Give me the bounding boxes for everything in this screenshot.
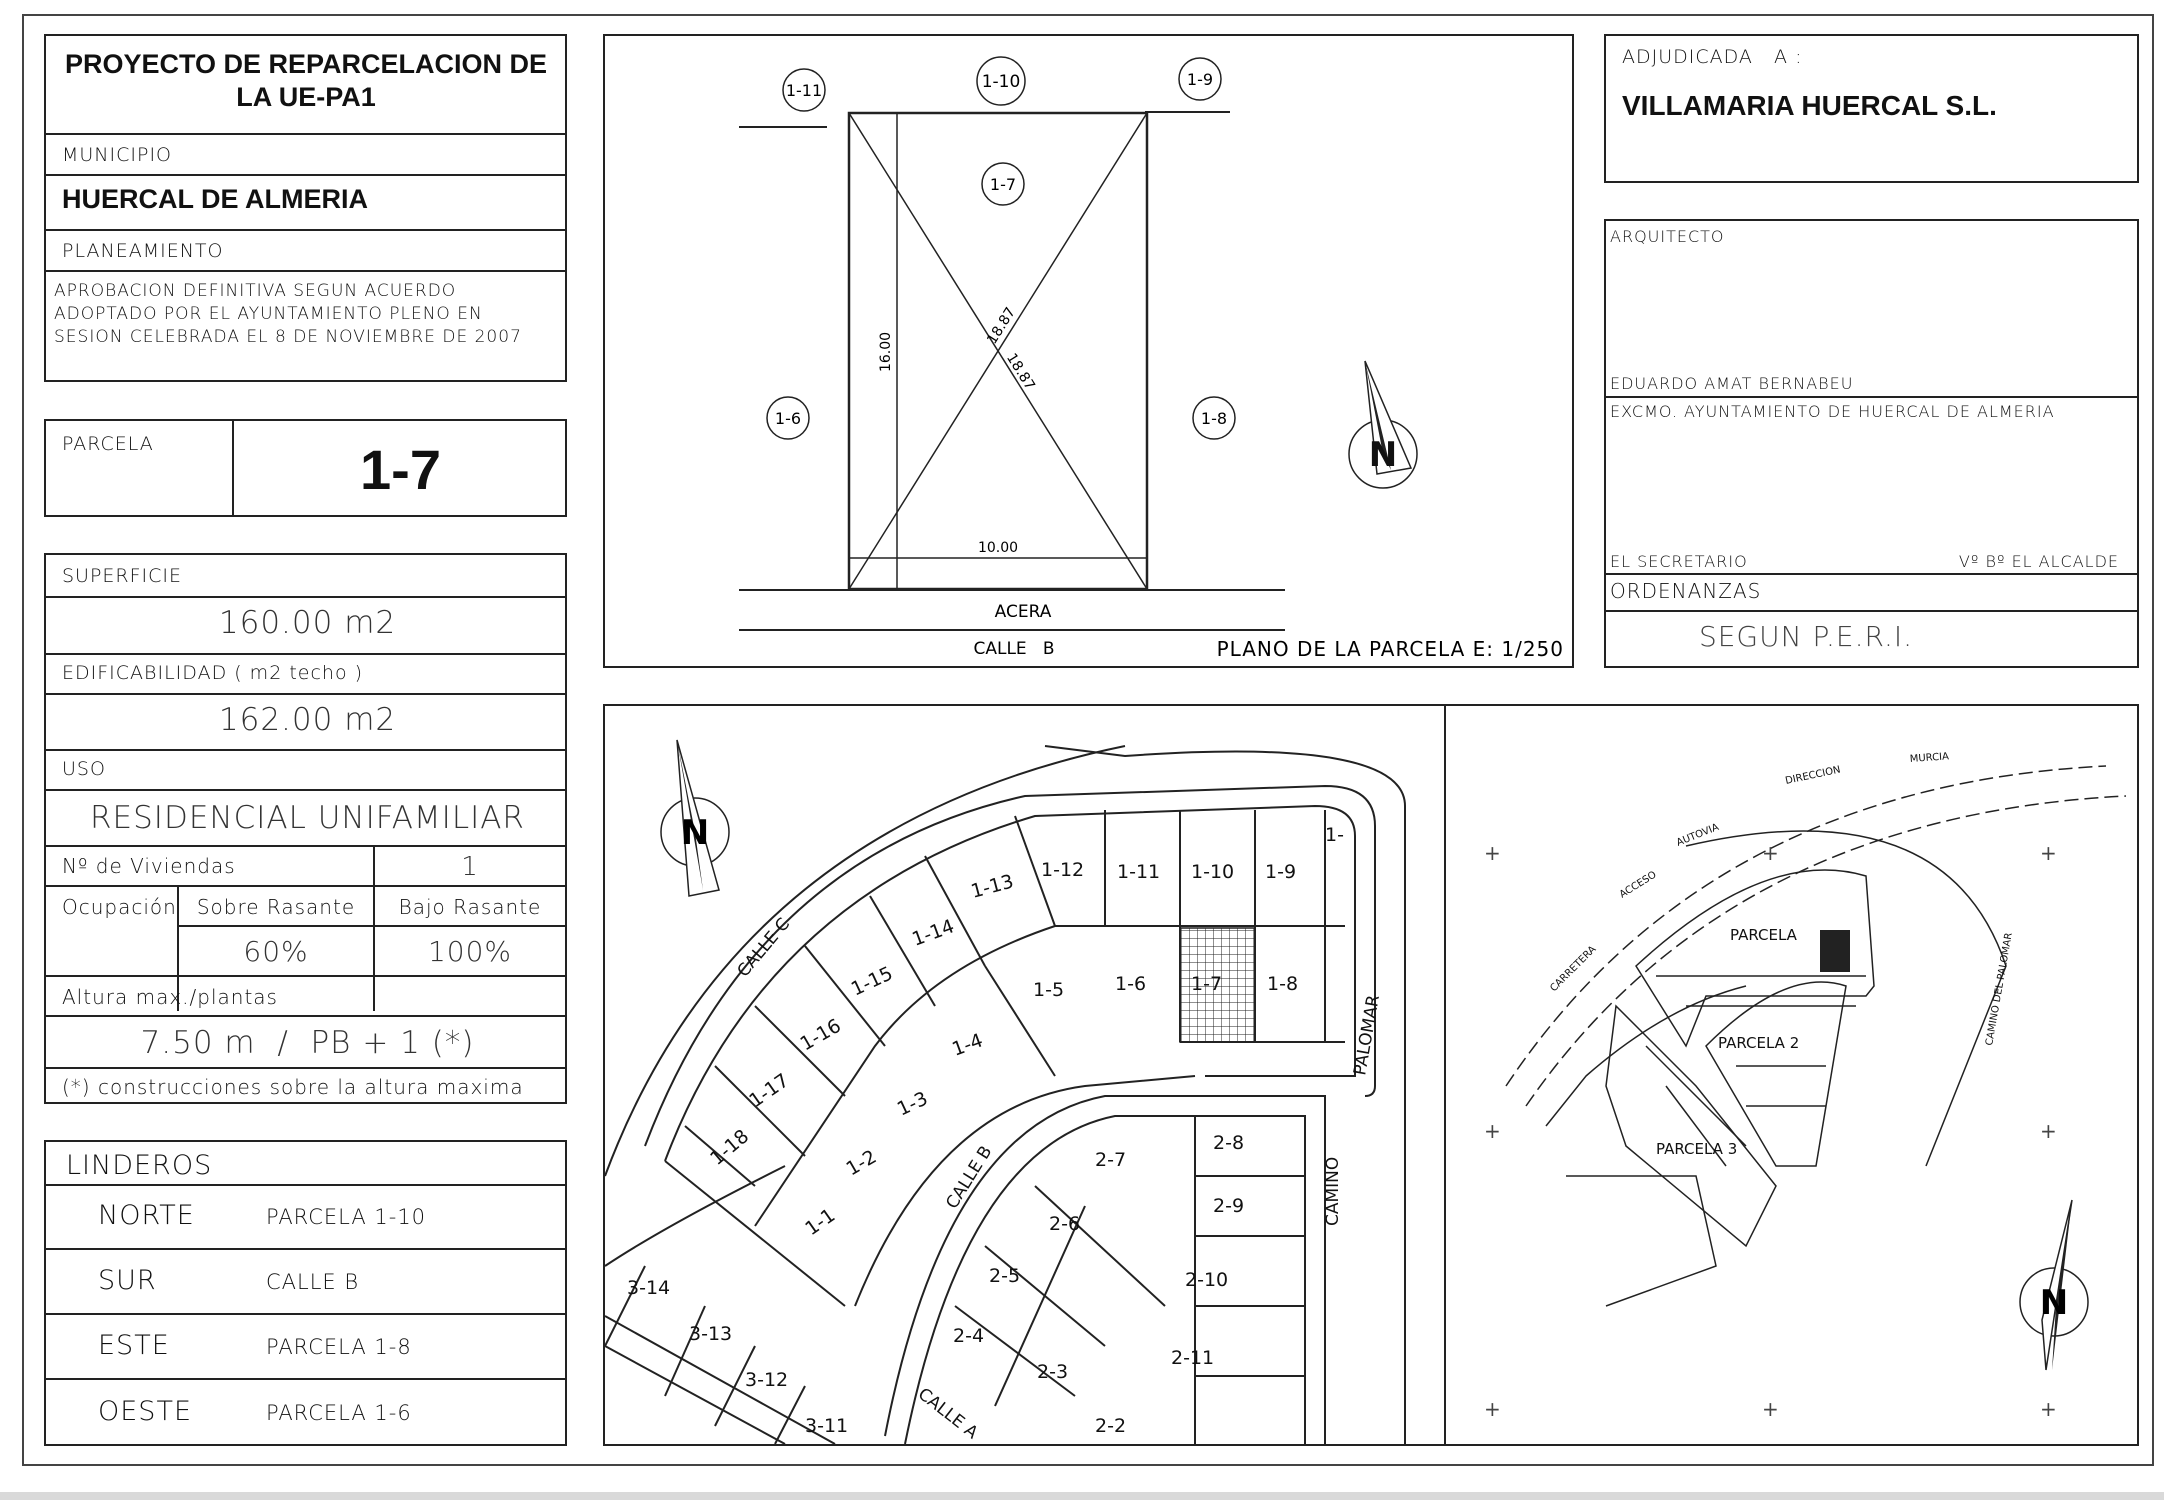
lot-label: 1-15 bbox=[847, 962, 897, 1001]
alcalde-label: Vº Bº EL ALCALDE bbox=[1958, 552, 2119, 571]
datos-block bbox=[44, 553, 567, 1104]
lot-label: 1-17 bbox=[745, 1069, 794, 1113]
bottom-strip bbox=[0, 1492, 2164, 1500]
lot-label: 1-10 bbox=[1191, 861, 1235, 883]
overview-map-drawing bbox=[1446, 706, 2137, 1444]
lot-label: 2-4 bbox=[953, 1325, 985, 1347]
dim-diagonal-2: 18.87 bbox=[1002, 350, 1038, 394]
lot-label: 1-1 bbox=[801, 1204, 840, 1241]
lot-label: 2-8 bbox=[1213, 1132, 1245, 1154]
lot-label: 1-4 bbox=[949, 1029, 986, 1061]
adjudicada-label: ADJUDICADA A : bbox=[1622, 46, 1803, 68]
lot-label: 2-11 bbox=[1171, 1347, 1215, 1369]
lot-label: 1-9 bbox=[1265, 861, 1297, 883]
lot-label: 3-14 bbox=[627, 1277, 671, 1299]
overview-label: MURCIA bbox=[1909, 751, 1950, 765]
lot-label: 2-3 bbox=[1037, 1361, 1069, 1383]
lindero-oeste-value: PARCELA 1-6 bbox=[266, 1401, 412, 1425]
lot-label: 1-16 bbox=[796, 1014, 845, 1056]
overview-label: DIRECCION bbox=[1784, 764, 1842, 787]
north-letter: N bbox=[1368, 435, 1398, 475]
north-arrow-icon bbox=[661, 740, 729, 896]
lot-label: 2-7 bbox=[1095, 1149, 1127, 1171]
overview-label: CARRETERA bbox=[1548, 944, 1599, 995]
parcela-label: PARCELA bbox=[62, 433, 154, 455]
parcela-block bbox=[44, 419, 567, 517]
street-label: CALLE C bbox=[733, 914, 795, 982]
overview-label: PARCELA 3 bbox=[1656, 1140, 1738, 1158]
municipio-label: MUNICIPIO bbox=[62, 144, 173, 166]
lot-label: 2-2 bbox=[1095, 1415, 1127, 1437]
ocupacion-label: Ocupación bbox=[62, 895, 177, 919]
lot-label: 1-12 bbox=[1041, 859, 1085, 881]
north-arrow-icon bbox=[1349, 361, 1417, 488]
lot-label: 1-18 bbox=[706, 1125, 754, 1170]
survey-mark-icon: + bbox=[1762, 841, 1779, 865]
linderos-title: LINDEROS bbox=[66, 1150, 213, 1181]
edificabilidad-label: EDIFICABILIDAD ( m2 techo ) bbox=[62, 662, 364, 684]
neighbor-ne: 1-9 bbox=[1186, 70, 1214, 89]
linderos-block bbox=[44, 1140, 567, 1446]
survey-mark-icon: + bbox=[1484, 1119, 1501, 1143]
highlighted-lot bbox=[1820, 930, 1850, 972]
parcel-plan-drawing bbox=[605, 36, 1572, 666]
plan-caption: PLANO DE LA PARCELA E: 1/250 bbox=[1216, 637, 1564, 661]
signatures-block bbox=[1604, 219, 2139, 668]
arquitecto-label: ARQUITECTO bbox=[1610, 227, 1725, 246]
overview-label: CAMINO DEL PALOMAR bbox=[1984, 931, 2015, 1047]
sobre-rasante-value: 60% bbox=[243, 935, 309, 968]
uso-label: USO bbox=[62, 758, 106, 780]
lindero-norte-dir: NORTE bbox=[98, 1200, 195, 1231]
neighbor-w: 1-6 bbox=[774, 409, 802, 428]
lot-label: 1-13 bbox=[968, 870, 1016, 903]
street-label: CAMINO bbox=[1323, 1156, 1343, 1226]
adjudicada-value: VILLAMARIA HUERCAL S.L. bbox=[1622, 90, 1997, 121]
detail-map-drawing bbox=[605, 706, 1444, 1444]
overview-label: PARCELA bbox=[1730, 926, 1797, 944]
viviendas-value: 1 bbox=[461, 852, 479, 882]
lindero-sur-value: CALLE B bbox=[266, 1270, 360, 1294]
lot-label: 1-14 bbox=[909, 915, 958, 951]
survey-mark-icon: + bbox=[2040, 1119, 2057, 1143]
bajo-rasante-value: 100% bbox=[427, 935, 513, 968]
lot-label: 3-13 bbox=[689, 1323, 733, 1345]
altura-value: 7.50 m / PB + 1 (*) bbox=[140, 1025, 475, 1061]
lot-label: 1-7 bbox=[1191, 973, 1223, 995]
survey-mark-icon: + bbox=[1762, 1397, 1779, 1421]
lot-label: 1-5 bbox=[1033, 979, 1065, 1001]
lot-label: 2-6 bbox=[1049, 1213, 1081, 1235]
parcel-center-label: 1-7 bbox=[989, 175, 1017, 194]
neighbor-nw: 1-11 bbox=[785, 81, 823, 100]
neighbor-e: 1-8 bbox=[1200, 409, 1228, 428]
bajo-rasante-label: Bajo Rasante bbox=[398, 895, 542, 919]
adjudicada-block bbox=[1604, 34, 2139, 183]
calle-b-label: CALLE B bbox=[973, 639, 1055, 659]
secretario-label: EL SECRETARIO bbox=[1610, 552, 1748, 571]
survey-mark-icon: + bbox=[2040, 841, 2057, 865]
viviendas-label: Nº de Viviendas bbox=[62, 854, 236, 878]
street-label: CALLE B bbox=[942, 1142, 997, 1213]
survey-mark-icon: + bbox=[2040, 1397, 2057, 1421]
ordenanzas-label: ORDENANZAS bbox=[1610, 579, 1762, 603]
ayuntamiento-label: EXCMO. AYUNTAMIENTO DE HUERCAL DE ALMERIA bbox=[1610, 402, 2055, 421]
superficie-label: SUPERFICIE bbox=[62, 565, 183, 587]
overview-label: PARCELA 2 bbox=[1718, 1034, 1800, 1052]
lot-label: 1-3 bbox=[893, 1087, 932, 1121]
parcela-value: 1-7 bbox=[360, 438, 441, 501]
detail-map-panel bbox=[603, 704, 1446, 1446]
survey-mark-icon: + bbox=[1484, 841, 1501, 865]
dim-width: 10.00 bbox=[977, 540, 1019, 556]
north-letter: N bbox=[2039, 1283, 2069, 1323]
parcel-plan-panel bbox=[603, 34, 1574, 668]
lindero-sur-dir: SUR bbox=[98, 1265, 157, 1296]
lot-label: 1- bbox=[1325, 824, 1344, 846]
altura-note: (*) construcciones sobre la altura maxima bbox=[62, 1075, 524, 1099]
planeamiento-text: APROBACION DEFINITIVA SEGUN ACUERDO ADOPTADO POR EL AYUNTAMIENTO PLENO EN SESION CELEBRADA EL 8 DE NOVIEMBRE DE 2007 bbox=[54, 281, 522, 347]
dim-height: 16.00 bbox=[878, 331, 894, 373]
lot-label: 2-9 bbox=[1213, 1195, 1245, 1217]
title-block bbox=[44, 34, 567, 382]
lot-label: 1-11 bbox=[1117, 861, 1161, 883]
lot-label: 2-10 bbox=[1185, 1269, 1229, 1291]
lindero-este-dir: ESTE bbox=[98, 1330, 170, 1361]
acera-label: ACERA bbox=[994, 602, 1052, 622]
lot-label: 1-2 bbox=[842, 1145, 881, 1181]
lot-label: 1-6 bbox=[1115, 973, 1147, 995]
project-title: PROYECTO DE REPARCELACION DE LA UE-PA1 bbox=[64, 49, 548, 112]
edificabilidad-value: 162.00 m2 bbox=[218, 702, 397, 738]
municipio-value: HUERCAL DE ALMERIA bbox=[62, 184, 369, 214]
superficie-value: 160.00 m2 bbox=[218, 605, 397, 641]
north-letter: N bbox=[680, 813, 710, 853]
ordenanzas-value: SEGUN P.E.R.I. bbox=[1698, 620, 1914, 653]
lindero-este-value: PARCELA 1-8 bbox=[266, 1335, 412, 1359]
arquitecto-name: EDUARDO AMAT BERNABEU bbox=[1610, 374, 1854, 393]
planeamiento-label: PLANEAMIENTO bbox=[62, 240, 224, 262]
street-label: CALLE A bbox=[913, 1384, 982, 1444]
lot-label: 2-5 bbox=[989, 1265, 1021, 1287]
overview-map-panel bbox=[1444, 704, 2139, 1446]
lot-label: 3-12 bbox=[745, 1369, 789, 1391]
neighbor-n: 1-10 bbox=[981, 72, 1021, 92]
sobre-rasante-label: Sobre Rasante bbox=[196, 895, 356, 919]
dim-diagonal-1: 18.87 bbox=[984, 304, 1020, 348]
lot-label: 3-11 bbox=[805, 1415, 849, 1437]
north-arrow-icon bbox=[2020, 1200, 2088, 1370]
uso-value: RESIDENCIAL UNIFAMILIAR bbox=[90, 800, 525, 836]
lot-label: 1-8 bbox=[1267, 973, 1299, 995]
altura-label: Altura max./plantas bbox=[62, 985, 278, 1009]
street-label: PALOMAR bbox=[1350, 993, 1385, 1077]
overview-label: AUTOVIA bbox=[1675, 821, 1721, 849]
lindero-oeste-dir: OESTE bbox=[98, 1396, 193, 1427]
overview-label: ACCESO bbox=[1617, 869, 1659, 901]
lindero-norte-value: PARCELA 1-10 bbox=[266, 1205, 427, 1229]
survey-mark-icon: + bbox=[1484, 1397, 1501, 1421]
